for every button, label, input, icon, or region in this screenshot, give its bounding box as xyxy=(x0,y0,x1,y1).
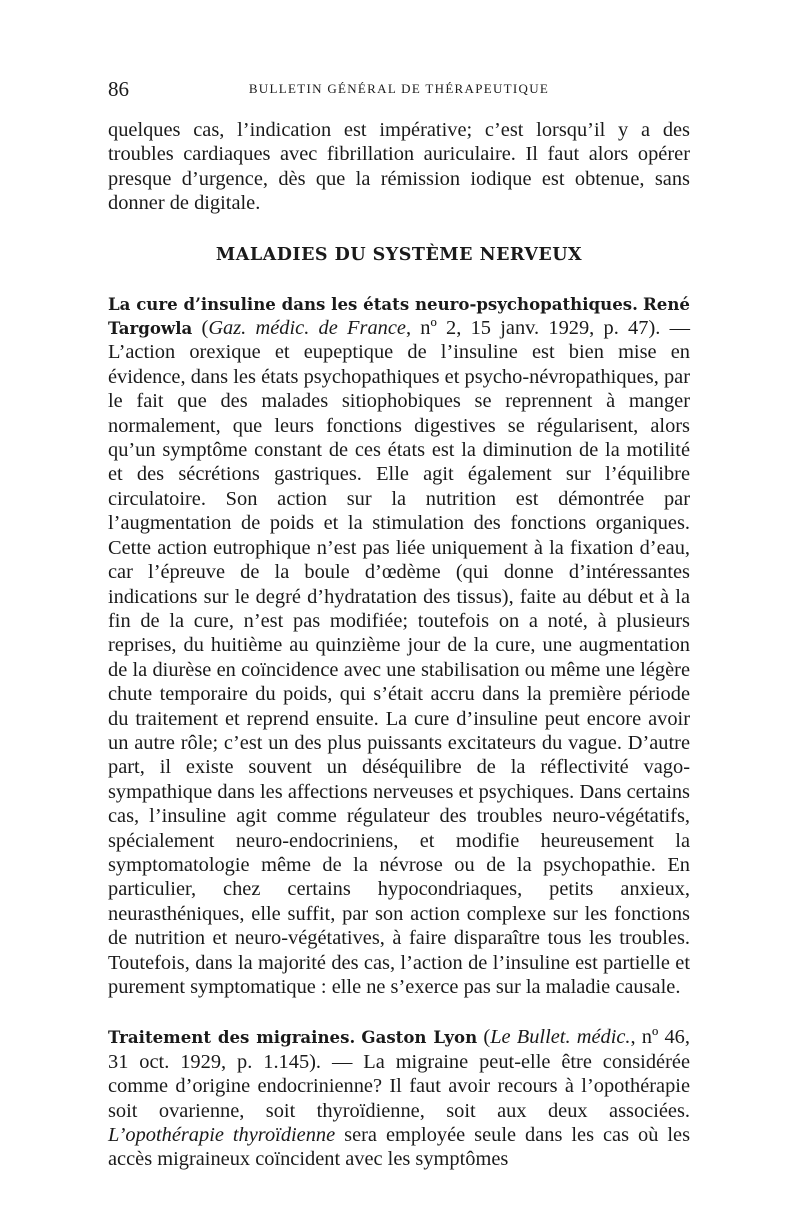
intro-paragraph: quelques cas, l’indication est impérative; c’est lorsqu’il y a des troubles cardiaques avec fibrillation auriculaire. Il faut alors opérer presque d’urgence, dès que la rémission iodique est obtenue, sans donner de digitale. xyxy=(108,119,690,215)
article-reference-open: ( xyxy=(477,1026,491,1049)
article-reference-details: , nº 2, 15 janv. 1929, p. 47). xyxy=(405,317,661,340)
article-author: René Targowla xyxy=(108,293,690,339)
article-title: La cure d’insuline dans les états neuro-psychopathiques. xyxy=(108,293,638,314)
running-title: BULLETIN GÉNÉRAL DE THÉRAPEUTIQUE xyxy=(248,81,550,96)
article-reference-details: , nº 46, 31 oct. 1929, p. 1.145). xyxy=(108,1026,690,1073)
article-migraines xyxy=(108,1025,690,1171)
article-gap xyxy=(108,999,690,1025)
article-reference-open: ( xyxy=(192,317,209,340)
article-author: Gaston Lyon xyxy=(361,1027,478,1048)
article-text: — La migraine peut-elle être considérée comme d’origine endocrinienne? Il faut avoir recours à l’opothérapie soit ovarienne, soit thyroïdienne, soit aux deux associées. xyxy=(108,1050,690,1122)
article-text-continued: sera employée seule dans les cas où les accès migraineux coïncident avec les symptômes xyxy=(108,1124,691,1171)
page-body xyxy=(108,118,690,1172)
page-number: 86 xyxy=(108,77,129,101)
article-emphasis: L’opothérapie thyroïdienne xyxy=(108,1124,336,1147)
article-text: — L’action orexique et eupeptique de l’insuline est bien mise en évidence, dans les états psychopathiques et psycho-névropathiques, par le fait que des malades sitiophobiques se reprennent à manger normalement, que leurs fonctions digestives se régularisent, alors qu’un symptôme constant de ces états est la diminution de la motilité et des sécrétions gastriques. Elle agit également sur l’équilibre circulatoire. Son action sur la nutrition est démontrée par l’augmentation de poids et la stimulation des fonctions organiques. Cette action eutrophique n’est pas liée uniquement à la fixation d’eau, car l’épreuve de la boule d’œdème (qui donne d’intéressantes indications sur le degré d’hydratation des tissus), faite au début et à la fin de la cure, n’est pas modifiée; toutefois on a noté, à plusieurs reprises, du huitième au quinzième jour de la cure, une augmentation de la diurèse en coïncidence avec une stabilisation ou même une légère chute temporaire du poids, qui s’était accru dans la première période du traitement et reprend ensuite. La cure d’insuline peut encore avoir un autre rôle; c’est un des plus puissants excitateurs du vague. D’autre part, il existe souvent un déséquilibre de la réflectivité vago-sympathique dans les affections nerveuses et psychiques. Dans certains cas, l’insuline agit comme régulateur des troubles neuro-végétatifs, spécialement neuro-endocriniens, et modifie heureusement la symptomatologie même de la névrose ou de la psychopathie. En particulier, chez certains hypocondriaques, petits anxieux, neurasthéniques, elle suffit, par son action complexe sur les fonctions de nutrition et neuro-végétatives, à faire disparaître tous les troubles. Toutefois, dans la majorité des cas, l’action de l’insuline est partielle et purement symptomatique : elle ne s’exerce pas sur la maladie causale. xyxy=(108,317,690,998)
article-insuline xyxy=(108,292,690,1000)
article-journal: Gaz. médic. de France xyxy=(208,317,406,340)
section-title: MALADIES DU SYSTÈME NERVEUX xyxy=(215,244,583,265)
page-header xyxy=(108,76,690,102)
article-journal: Le Bullet. médic. xyxy=(490,1026,631,1049)
article-title: Traitement des migraines. xyxy=(108,1027,356,1048)
